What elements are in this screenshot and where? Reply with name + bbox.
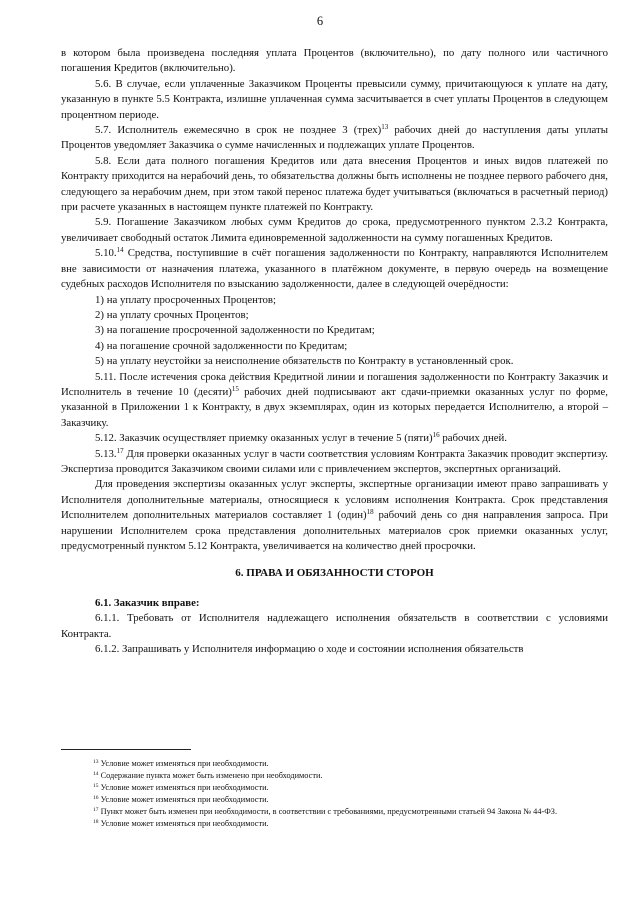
footnote-text: Условие может изменяться при необходимости. — [98, 818, 269, 828]
paragraph — [61, 293, 608, 308]
paragraph-text: рабочих дней до наступления даты уплаты Процентов уведомляет Заказчика о сумме начисленных и подлежащих уплате Процентов. — [61, 124, 608, 152]
paragraph-text: рабочий день со дня направления запроса. При нарушении Исполнителем срока представления дополнительных материалов срок приемки оказанных услуг, предусмотренный пунктом 5.12 Контракта, увеличивается на количество дней просрочки. — [61, 509, 608, 552]
document-body — [61, 46, 608, 657]
paragraph-text: 6.1.1. Требовать от Исполнителя надлежащего исполнения обязательств в соответствии с условиями Контракта. — [61, 612, 608, 640]
footnote-number: 16 — [93, 794, 99, 801]
footnote-text: Пункт может быть изменен при необходимости, в соответствии с требованиями, предусмотренными статьей 94 Закона № 44-ФЗ. — [98, 806, 558, 816]
paragraph-text: 5.9. Погашение Заказчиком любых сумм Кредитов до срока, предусмотренного пунктом 2.3.2 Контракта, увеличивает свободный остаток Лимита единовременной задолженности на сумму погашенных Кредитов. — [61, 216, 608, 244]
paragraph — [61, 339, 608, 354]
paragraph — [61, 370, 608, 432]
paragraph-text: 5.7. Исполнитель ежемесячно в срок не позднее 3 (трех) — [95, 124, 382, 137]
footnote-ref: 15 — [231, 384, 239, 393]
footnote-number: 13 — [93, 759, 99, 765]
paragraph — [61, 46, 608, 77]
footnotes — [61, 758, 608, 829]
paragraph — [61, 431, 608, 446]
paragraph-text: 5.10. — [95, 247, 117, 260]
paragraph-text: Средства, поступившие в счёт погашения задолженности по Контракту, направляются Исполнителем вне зависимости от назначения платежа, указанного в платёжном документе, в первую очередь на возмещение судебных расходов Исполнителя по взысканию задолженности, далее в следующей очерёдности: — [61, 247, 608, 291]
paragraph-text: 3) на погашение просроченной задолженности по Кредитам; — [95, 324, 375, 337]
footnote-ref: 18 — [366, 508, 374, 517]
paragraph-text: 1) на уплату просроченных Процентов; — [95, 293, 277, 306]
paragraph-text: 5) на уплату неустойки за неисполнение обязательств по Контракту в установленный срок. — [95, 355, 514, 368]
footnote — [61, 794, 608, 806]
paragraph-text: рабочих дней подписывают акт сдачи-приемки оказанных услуг по форме, указанной в Приложении 1 к Контракту, в двух экземплярах, один из которых передается Исполнителю, а второй – Заказчику. — [61, 385, 608, 429]
paragraph — [61, 215, 608, 246]
paragraph-text: 4) на погашение срочной задолженности по Кредитам; — [95, 339, 348, 352]
footnote-separator — [61, 749, 191, 750]
paragraph — [61, 354, 608, 369]
paragraph — [61, 642, 608, 657]
footnote — [61, 818, 608, 830]
paragraph — [61, 123, 608, 154]
paragraph-text: 5.6. В случае, если уплаченные Заказчиком Проценты превысили сумму, причитающуюся к уплате на дату, указанную в пункте 5.5 Контракта, излишне уплаченная сумма засчитывается в счет уплаты Процентов в следующем процентном периоде. — [61, 77, 608, 121]
paragraph — [61, 447, 608, 478]
paragraph — [61, 154, 608, 216]
subsection-heading: 6.1. Заказчик вправе: — [95, 596, 200, 609]
paragraph — [61, 308, 608, 323]
section-heading: 6. ПРАВА И ОБЯЗАННОСТИ СТОРОН — [235, 567, 434, 580]
footnote-text: Условие может изменяться при необходимости. — [98, 794, 269, 804]
paragraph — [61, 611, 608, 642]
paragraphs-after-section — [61, 611, 608, 657]
footnote — [61, 806, 608, 818]
paragraph-text: 5.12. Заказчик осуществляет приемку оказанных услуг в течение 5 (пяти) — [95, 432, 433, 445]
footnote-number: 18 — [93, 818, 99, 825]
paragraph-text: в котором была произведена последняя уплата Процентов (включительно), по дату полного или частичного погашения Кредитов (включительно). — [61, 47, 608, 75]
footnote-number: 15 — [93, 782, 99, 789]
footnote-ref: 14 — [116, 246, 124, 255]
footnote-number: 14 — [93, 770, 99, 777]
paragraph-text: Для проведения экспертизы оказанных услуг эксперты, экспертные организации имеют право запрашивать у Исполнителя дополнительные материалы, относящиеся к условиям исполнения Контракта. Срок представления Исполнителем дополнительных материалов составляет 1 (один) — [61, 478, 608, 522]
footnote — [61, 770, 608, 782]
paragraph-text: 5.11. После истечения срока действия Кредитной линии и погашения задолженности по Контракту Заказчик и Исполнитель в течение 10 (десяти) — [61, 370, 608, 398]
paragraph — [61, 246, 608, 292]
page-number: 6 — [316, 14, 324, 28]
footnote-text: Условие может изменяться при необходимости. — [98, 759, 269, 768]
paragraph-text: 5.8. Если дата полного погашения Кредитов или дата внесения Процентов и иных видов платежей по Контракту приходится на нерабочий день, то обязательства должны быть исполнены не позднее первого рабочего дня, следующего за нерабочим днем, при этом такой перенос платежа будет учитываться (включаться в расчетный период) при расчете указанных в настоящем пункте платежей по Контракту. — [61, 154, 608, 214]
paragraph-text: Для проверки оказанных услуг в части соответствия условиям Контракта Заказчик проводит экспертизу. Экспертиза проводится Заказчиком своими силами или с привлечением экспертов, экспертных организаций. — [61, 447, 608, 475]
paragraph-text: рабочих дней. — [439, 432, 507, 445]
footnote-ref: 16 — [432, 431, 440, 440]
footnote — [61, 782, 608, 794]
footnote-text: Содержание пункта может быть изменено при необходимости. — [98, 770, 323, 780]
paragraph — [61, 477, 608, 554]
footnote — [61, 758, 608, 770]
paragraph — [61, 323, 608, 338]
footnote-number: 17 — [93, 806, 99, 813]
footnote-ref: 17 — [116, 446, 124, 455]
paragraph-text: 2) на уплату срочных Процентов; — [95, 308, 249, 321]
footnote-text: Условие может изменяться при необходимости. — [98, 782, 269, 792]
paragraph — [61, 77, 608, 123]
paragraphs-before-section — [61, 46, 608, 554]
paragraph-text: 6.1.2. Запрашивать у Исполнителя информацию о ходе и состоянии исполнения обязательств — [95, 643, 524, 656]
footnote-ref: 13 — [381, 123, 389, 132]
paragraph-text: 5.13. — [95, 447, 117, 460]
